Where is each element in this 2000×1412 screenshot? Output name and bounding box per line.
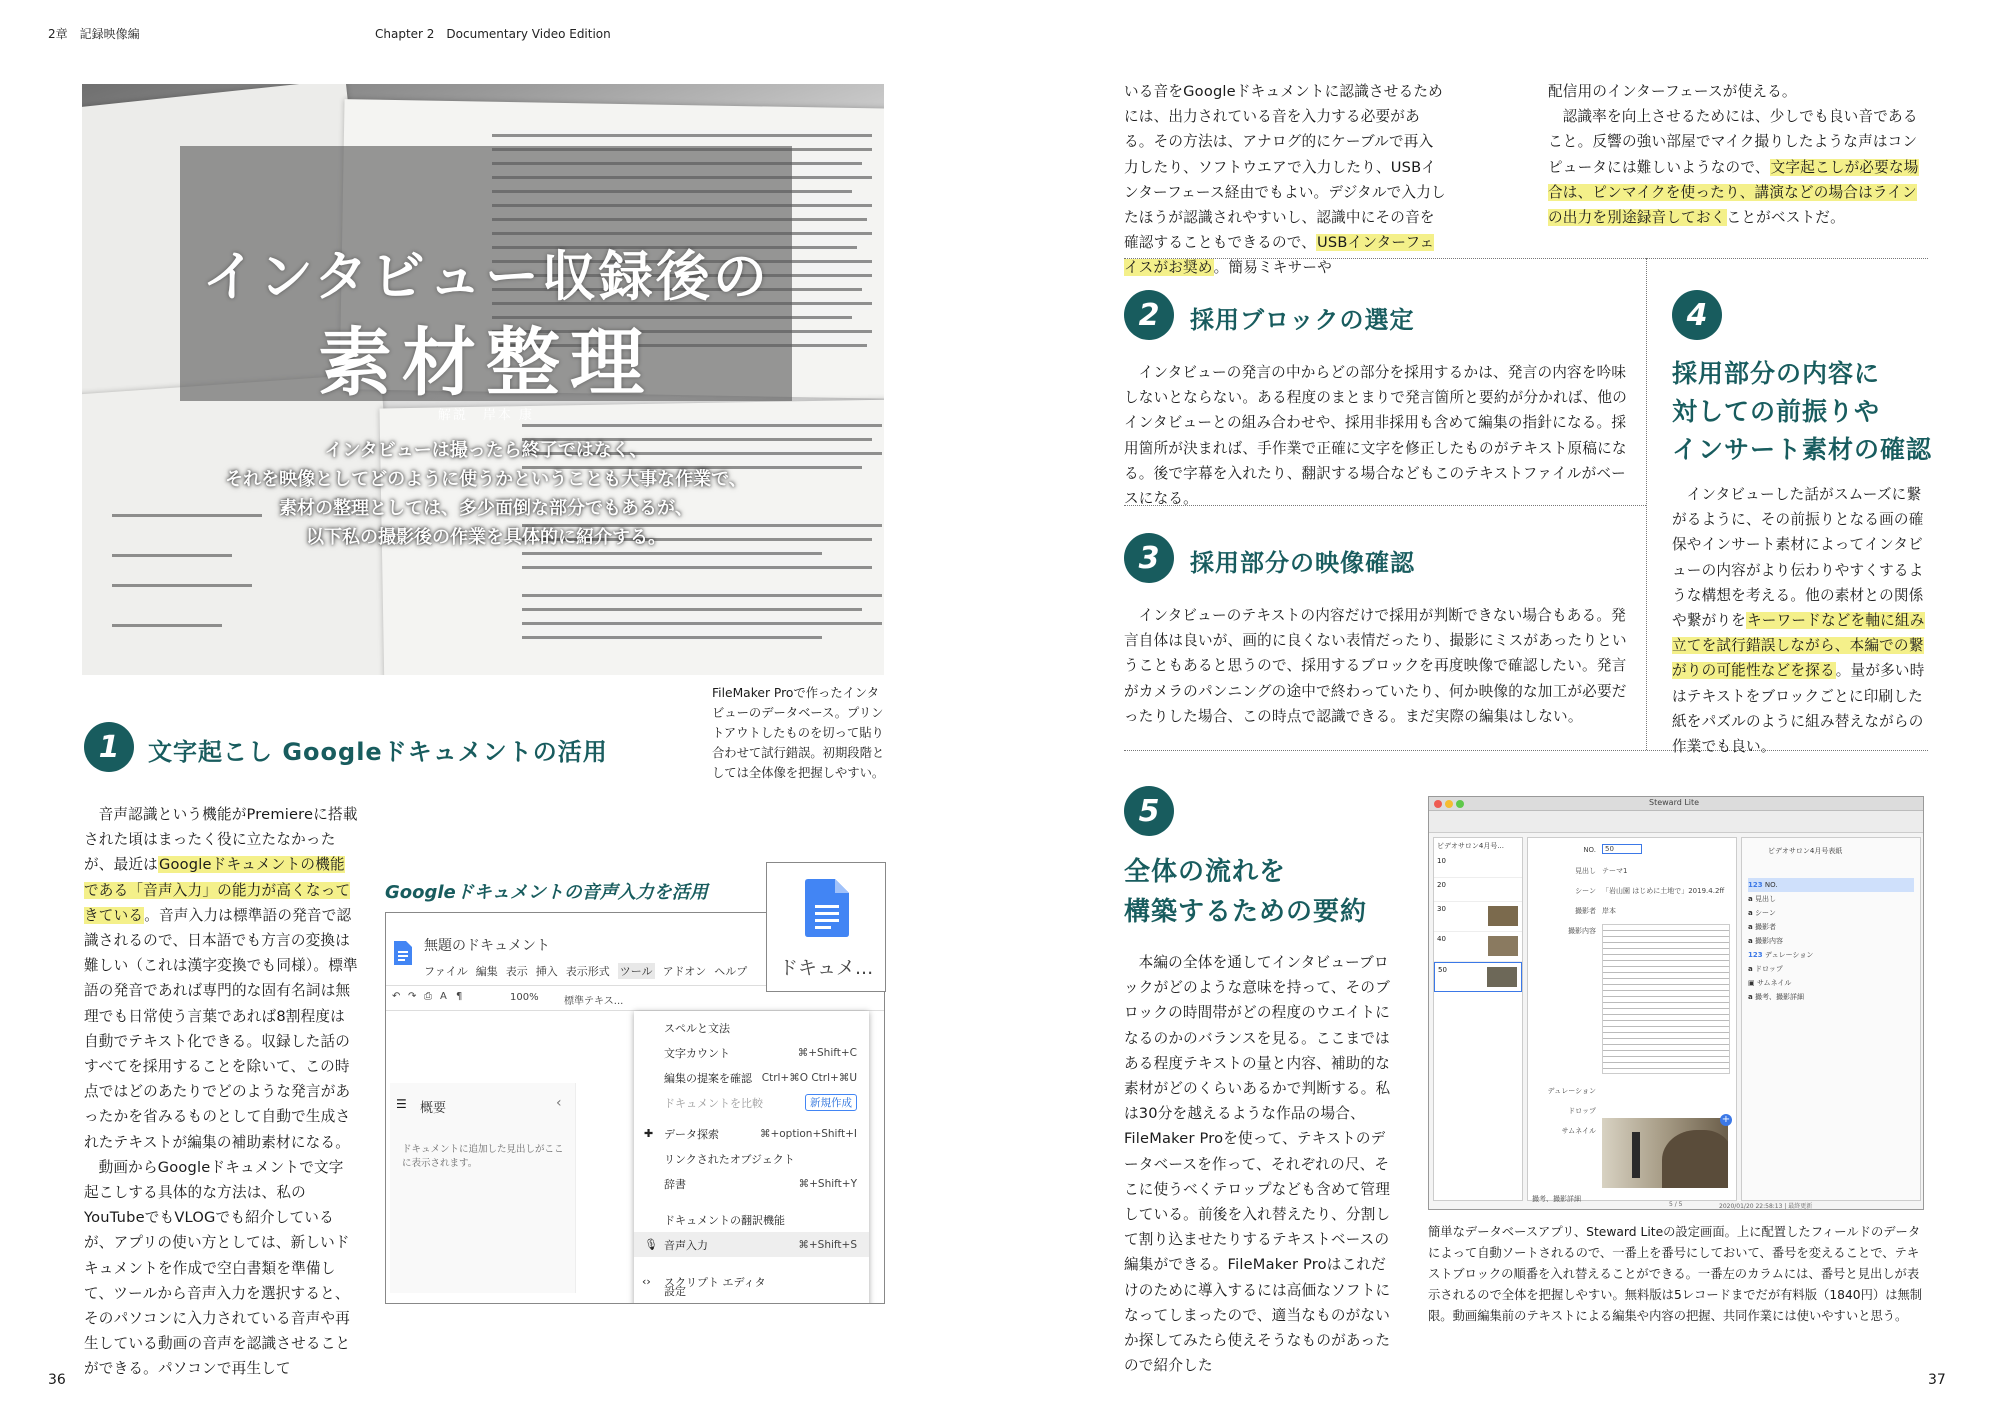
- redo-icon[interactable]: ↷: [408, 991, 417, 1002]
- field-setting-row[interactable]: ▣ サムネイル: [1748, 979, 1792, 987]
- menu-file[interactable]: ファイル: [424, 965, 468, 978]
- gdoc-heading: Googleドキュメントの音声入力を活用: [385, 882, 708, 903]
- code-icon: ‹›: [642, 1275, 651, 1288]
- field-setting-row[interactable]: 123 デュレーション: [1748, 951, 1814, 959]
- record-detail: NO. 50 見出し テーマ1 シーン 「岩山園 はじめに土地で」2019.4.2ff 撮影者 岸本 撮影内容 デュレーション ドロップ サムネイル + 撮考、撮影詳細: [1527, 837, 1737, 1201]
- field-content[interactable]: [1602, 924, 1730, 1074]
- field-no[interactable]: 50: [1602, 844, 1642, 854]
- menu-insert[interactable]: 挿入: [535, 965, 558, 978]
- menu-item-voice-typing[interactable]: 🎙 音声入力 ⌘+Shift+S: [634, 1232, 869, 1257]
- section1-body: 音声認識という機能がPremiereに搭載された頃はまったく役に立たなかったが、最近はGoogleドキュメントの機能である「音声入力」の能力が高くなってきている。音声入力は標準語の発音で認識されるので、日本語でも方言の変換は難しい（これは漢字変換でも同様）。標準語の発音であれば専門的な固有名詞は無理でも日常使う言葉であれば8割程度は自動でテキスト化できる。収録した話のすべてを採用することを除いて、この時点ではどのあたりでどのような発言があったかを省みるものとして自動で生成されたテキストが編集の補助素材になる。 動画からGoogleドキュメントで文字起こしする具体的な方法は、私のYouTubeでもVLOGでも紹介しているが、アプリの使い方としては、新しいドキュメントを作成で空白書類を準備して、ツールから音声入力を選択すると、そのパソコンに入力されている音声や再生している動画の音声を認識させることができる。パソコンで再生して: [84, 806, 358, 1378]
- record-list: [1433, 837, 1523, 1201]
- style-select[interactable]: 標準テキス...: [564, 996, 624, 1007]
- pager: 5 / 5: [1669, 1201, 1683, 1208]
- close-icon[interactable]: [1434, 800, 1442, 808]
- hero-photo-caption: FileMaker Proで作ったインタビューのデータベース。プリントアウトしたものを切って貼り合わせて試行錯誤。初期段階としては全体像を把握しやすい。: [712, 686, 885, 780]
- list-item[interactable]: 10: [1434, 854, 1522, 878]
- running-header-left: 2章 記録映像編: [48, 27, 140, 41]
- paint-format-icon[interactable]: ¶: [456, 991, 463, 1002]
- docs-logo-callout: [766, 862, 886, 992]
- divider: [1646, 258, 1647, 750]
- list-item[interactable]: 30: [1434, 902, 1522, 932]
- outline-empty-text: ドキュメントに追加した見出しがここに表示されます。: [402, 1144, 564, 1169]
- divider: [1124, 258, 1928, 259]
- tools-menu: [634, 1011, 869, 1304]
- minimize-icon[interactable]: [1445, 800, 1453, 808]
- menu-help[interactable]: ヘルプ: [714, 965, 748, 978]
- doc-title[interactable]: 無題のドキュメント: [424, 938, 550, 954]
- field-setting-row[interactable]: a 撮影者: [1748, 923, 1776, 931]
- microphone-icon: 🎙: [644, 1238, 658, 1251]
- window-titlebar: [1429, 797, 1924, 811]
- list-item[interactable]: 50: [1434, 962, 1522, 992]
- section-number: 3: [1124, 533, 1174, 583]
- field-settings: ビデオサロン4月号表紙 123 NO. a 見出し a シーン a 撮影者 a 撮影内容 123 デュレーション a ドロップ ▣ サムネイル a 撮考、撮影詳細: [1741, 837, 1921, 1201]
- section-title: 採用部分の映像確認: [1190, 549, 1415, 577]
- page-number-right: 37: [1928, 1372, 1946, 1388]
- menu-item-explore[interactable]: ✚ データ探索 ⌘+option+Shift+I: [644, 1127, 857, 1141]
- field-setting-row[interactable]: a 撮考、撮影詳細: [1748, 993, 1804, 1001]
- highlight: Googleドキュメントの機能である「音声入力」の能力が高くなってきている: [84, 856, 351, 924]
- menu-view[interactable]: 表示: [505, 965, 528, 978]
- menu-item-linked-objects[interactable]: リンクされたオブジェクト: [664, 1152, 795, 1166]
- section-title: 採用ブロックの選定: [1190, 306, 1415, 334]
- window-title: Steward Lite: [1649, 798, 1700, 807]
- outline-panel: [390, 1083, 576, 1293]
- field-setting-row[interactable]: 123 NO.: [1748, 878, 1914, 892]
- google-docs-logo-icon: [805, 879, 849, 937]
- page-number-left: 36: [48, 1372, 66, 1388]
- list-item[interactable]: 40: [1434, 932, 1522, 962]
- steward-toolbar: [1429, 811, 1924, 833]
- hero-author: 解説 岸本 康: [437, 408, 535, 423]
- running-header-center: Chapter 2 Documentary Video Edition: [375, 27, 611, 41]
- right-top-col2: 配信用のインターフェースが使える。 認識率を向上させるためには、少しでも良い音であること。反響の強い部屋でマイク撮りしたような声はコンピュータには難しいようなので、文字起こしが必要な場合は、ピンマイクを使ったり、講演などの場合はラインの出力を別途録音しておくことがベストだ。: [1548, 83, 1919, 227]
- menu-item-preferences[interactable]: 設定: [664, 1285, 686, 1298]
- section3-body: インタビューのテキストの内容だけで採用が判断できない場合もある。発言自体は良いが、画的に良くない表情だったり、撮影にミスがあったりということもあると思うので、採用するブロックを再度映像で確認したい。発言がカメラのパンニングの途中で終わっていたり、何か映像的な加工が必要だったりした場合、この時点で認識できる。まだ実際の編集はしない。: [1124, 607, 1627, 725]
- field-setting-row[interactable]: a 撮影内容: [1748, 937, 1783, 945]
- print-icon[interactable]: ⎙: [424, 991, 432, 1002]
- menu-format[interactable]: 表示形式: [565, 965, 610, 978]
- menu-item-word-count[interactable]: 文字カウント ⌘+Shift+C: [664, 1046, 857, 1060]
- steward-caption: 簡単なデータベースアプリ、Steward Liteの設定画面。上に配置したフィールドのデータによって自動ソートされるので、一番上を番号にしておいて、番号を変えることで、テキストブロックの順番を入れ替えることができる。一番左のカラムには、番号と見出しが表示されるので全体を把握しやすい。無料版は5レコードまでだが有料版（1840円）は無制限。動画編集前のテキストによる編集や内容の把握、共同作業には使いやすいと思う。: [1428, 1225, 1923, 1323]
- section2-body: インタビューの発言の中からどの部分を採用するかは、発言の内容を吟味しないとならない。ある程度のまとまりで発言箇所と要約が分かれば、他のインタビューとの組み合わせや、採用非採用も含めて編集の指針になる。採用箇所が決まれば、手作業で正確に文字を修正したものがテキスト原稿になる。後で字幕を入れたり、翻訳する場合などもこのテキストファイルがベースになる。: [1124, 364, 1627, 508]
- hero-lead: インタビューは撮ったら終了ではなく、 それを映像としてどのように使うかということも大事な作業で、 素材の整理としては、多少面倒な部分でもあるが、 以下私の撮影後の作業を具体的に紹介する。: [225, 440, 747, 548]
- list-item[interactable]: 20: [1434, 878, 1522, 902]
- thumbnail-image: [1602, 1118, 1728, 1188]
- highlight: キーワードなどを軸に組み立てを試行錯誤しながら、本編での繋がりの可能性などを探る: [1672, 612, 1925, 680]
- new-badge: 新規作成: [805, 1094, 857, 1111]
- list-title: ビデオサロン4月号...: [1437, 842, 1504, 850]
- section-title: 採用部分の内容に 対しての前振りや インサート素材の確認: [1672, 359, 1933, 464]
- menu-item-review-suggestions[interactable]: 編集の提案を確認 Ctrl+⌘O Ctrl+⌘U: [664, 1071, 857, 1085]
- right-top-col1: いる音をGoogleドキュメントに認識させるためには、出力されている音を入力する必要がある。その方法は、アナログ的にケーブルで再入力したり、ソフトウエアで入力したり、USBインターフェース経由でもよい。デジタルで入力したほうが認識されやすいし、認識中にその音を確認することもできるので、USBインターフェイスがお奨め。簡易ミキサーや: [1124, 83, 1446, 277]
- docs-file-icon: [394, 941, 412, 965]
- field-setting-row[interactable]: a シーン: [1748, 909, 1776, 917]
- section-title: 全体の流れを 構築するための要約: [1124, 857, 1368, 927]
- section-number: 4: [1672, 290, 1722, 340]
- section-number: 1: [84, 722, 134, 772]
- section5-body: 本編の全体を通してインタビューブロックがどのような意味を持って、そのブロックの時間帯がどの程度のウエイトになるのかのバランスを見る。ここまではある程度テキストの量と内容、補助的な素材がどのくらいあるかで判断する。私は30分を越えるような作品の場合、FileMaker Proを使って、テキストのデータベースを作って、それぞれの尺、そこに使うべくテロップなども含めて管理している。前後を入れ替えたり、分割して割り込ませたりするテキストベースの編集ができる。FileMaker Proはこれだけのために導入するには高価なソフトになってしまったので、適当なものがないか探してみたら使えそうなものがあったので紹介した: [1124, 954, 1391, 1375]
- section-number: 5: [1124, 786, 1174, 836]
- field-setting-row[interactable]: a 見出し: [1748, 895, 1776, 903]
- menu-item-dictionary[interactable]: 辞書 ⌘+Shift+Y: [664, 1177, 857, 1191]
- section4-body: インタビューした話がスムーズに繋がるように、その前振りとなる画の確保やインサート素材によってインタビューの内容がより伝わりやすくするような構想を考える。他の素材との関係や繋がりをキーワードなどを軸に組み立てを試行錯誤しながら、本編での繋がりの可能性などを探る。量が多い時はテキストをブロックごとに印刷した紙をパズルのように組み替えながらの作業でも良い。: [1672, 486, 1925, 756]
- outline-title: 概要: [420, 1101, 447, 1116]
- hero-photo: [82, 84, 884, 675]
- menu-item-spelling[interactable]: スペルと文法: [664, 1021, 730, 1035]
- outline-icon: ☰: [396, 1097, 407, 1111]
- docs-logo-label: ドキュメ...: [779, 957, 874, 979]
- menu-item-translate[interactable]: ドキュメントの翻訳機能: [664, 1213, 785, 1227]
- spellcheck-icon[interactable]: A: [440, 991, 447, 1002]
- section-title: 文字起こし Googleドキュメントの活用: [148, 738, 608, 766]
- zoom-select[interactable]: 100%: [510, 992, 539, 1003]
- field-heading[interactable]: テーマ1: [1602, 867, 1628, 875]
- menu-bar: [424, 963, 747, 979]
- menu-item-compare[interactable]: ドキュメントを比較 新規作成: [634, 1090, 869, 1115]
- last-modified: 2020/01/20 22:58:13 | 最終更新: [1719, 1203, 1813, 1210]
- zoom-icon[interactable]: [1456, 800, 1464, 808]
- field-scene[interactable]: 「岩山園 はじめに土地で」2019.4.2ff: [1602, 887, 1725, 895]
- section-number: 2: [1124, 290, 1174, 340]
- add-image-icon[interactable]: +: [1721, 1114, 1731, 1125]
- outline-collapse-icon[interactable]: ‹: [556, 1095, 562, 1111]
- field-setting-row[interactable]: a ドロップ: [1748, 965, 1783, 973]
- field-shooter[interactable]: 岸本: [1602, 907, 1616, 915]
- hero-title-line2: 素材整理: [318, 320, 654, 406]
- menu-edit[interactable]: 編集: [475, 965, 498, 978]
- menu-item-script-editor[interactable]: ‹› スクリプト エディタ: [642, 1275, 766, 1289]
- menu-tools[interactable]: ツール: [619, 965, 653, 978]
- highlight: 文字起こしが必要な場合は、ピンマイクを使ったり、講演などの場合はラインの出力を別途録音しておく: [1548, 158, 1919, 227]
- highlight: USBインターフェイスがお奨め: [1124, 234, 1435, 277]
- undo-icon[interactable]: ↶: [392, 991, 401, 1002]
- explore-icon: ✚: [644, 1127, 654, 1140]
- steward-lite-screenshot: [1428, 796, 1924, 1210]
- menu-addons[interactable]: アドオン: [662, 965, 707, 978]
- hero-title-line1: インタビュー収録後の: [202, 245, 770, 308]
